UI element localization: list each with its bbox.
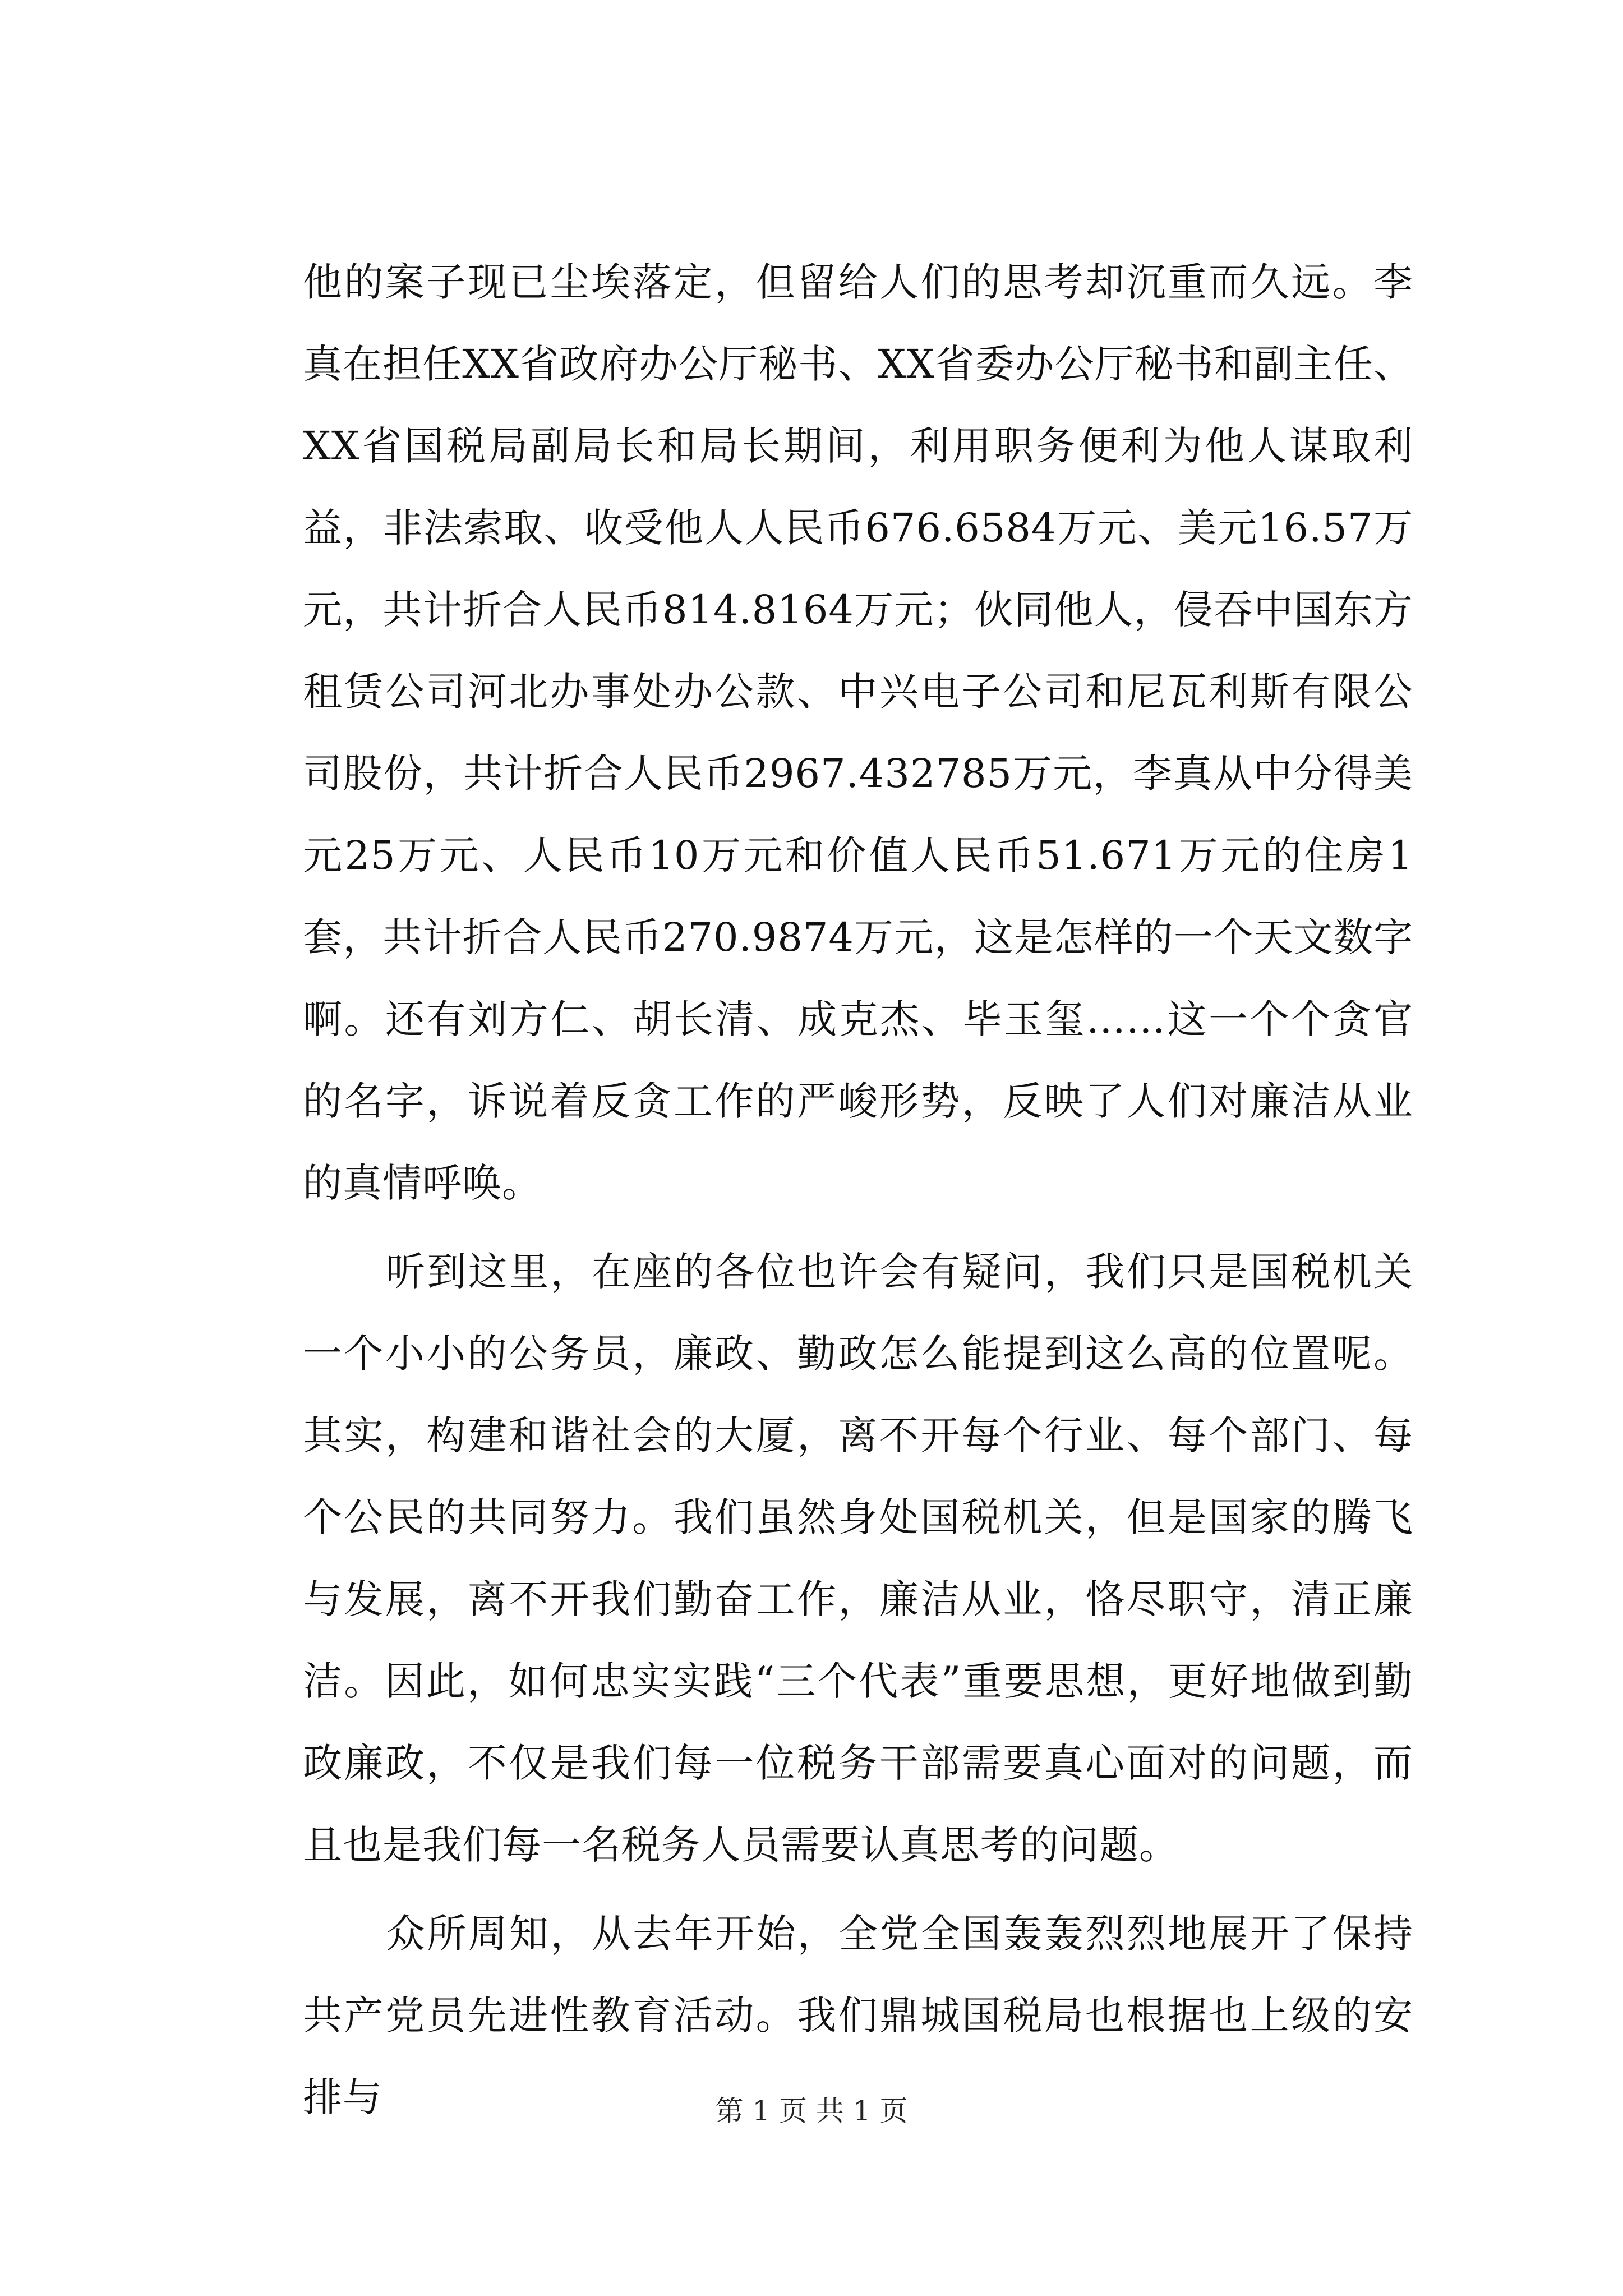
page-footer: 第 1 页 共 1 页 bbox=[715, 2095, 908, 2127]
paragraph-1: 他的案子现已尘埃落定，但留给人们的思考却沉重而久远。李真在担任XX省政府办公厅秘书、XX省委办公厅秘书和副主任、XX省国税局副局长和局长期间，利用职务便利为他人谋取利益，非法索取、收受他人人民币676.6584万元、美元16.57万元，共计折合人民币814.8164万元；伙同他人，侵吞中国东方租赁公司河北办事处办公款、中兴电子公司和尼瓦利斯有限公司股份，共计折合人民币2967.432785万元，李真从中分得美元25万元、人民币10万元和价值人民币51.671万元的住房1套，共计折合人民币270.9874万元，这是怎样的一个天文数字啊。还有刘方仁、胡长清、成克杰、毕玉玺……这一个个贪官的名字，诉说着反贪工作的严峻形势，反映了人们对廉洁从业的真情呼唤。 bbox=[303, 259, 1413, 1206]
document-body bbox=[303, 241, 1413, 2138]
paragraph-3: 众所周知，从去年开始，全党全国轰轰烈烈地展开了保持共产党员先进性教育活动。我们鼎城国税局也根据也上级的安排与 bbox=[303, 1911, 1413, 2120]
paragraph-2: 听到这里，在座的各位也许会有疑问，我们只是国税机关一个小小的公务员，廉政、勤政怎么能提到这么高的位置呢。其实，构建和谐社会的大厦，离不开每个行业、每个部门、每个公民的共同努力。我们虽然身处国税机关，但是国家的腾飞与发展，离不开我们勤奋工作，廉洁从业，恪尽职守，清正廉洁。因此，如何忠实实践“三个代表”重要思想，更好地做到勤政廉政，不仅是我们每一位税务干部需要真心面对的问题，而且也是我们每一名税务人员需要认真思考的问题。 bbox=[303, 1249, 1413, 1868]
